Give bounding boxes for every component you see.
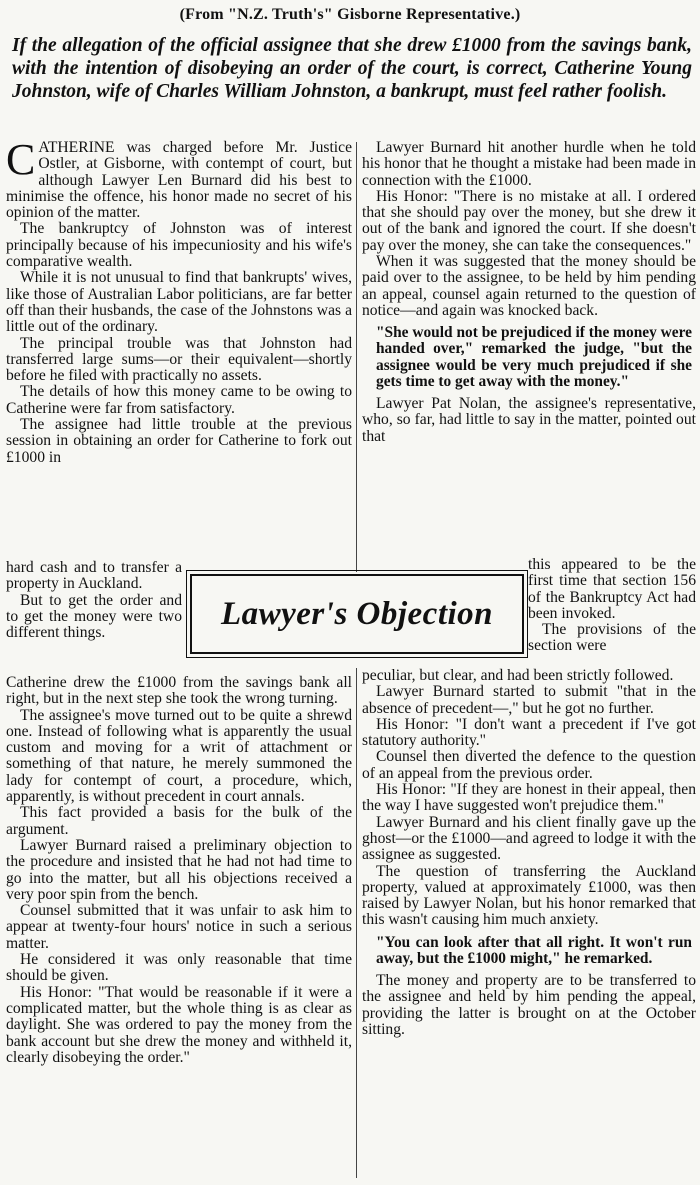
- standfirst: If the allegation of the official assignee that she drew £1000 from the savings bank, with the intention of disobeying an order of the court, is correct, Catherine Young Johnston, wife of Charles William Johnston, a bankrupt, must feel rather foolish.: [12, 35, 692, 102]
- article-paragraph: Counsel then diverted the defence to the question of an appeal from the previous order.: [362, 748, 696, 782]
- article-paragraph: The money and property are to be transferred to the assignee and held by him pending the appeal, providing the latter is brought on at the October sitting.: [362, 972, 696, 1039]
- article-paragraph: The bankruptcy of Johnston was of interest principally because of his impecuniosity and his wife's comparative wealth.: [6, 220, 352, 271]
- article-paragraph: This fact provided a basis for the bulk of the argument.: [6, 804, 352, 838]
- byline: (From "N.Z. Truth's" Gisborne Representative.): [179, 6, 521, 23]
- article-paragraph: His Honor: "There is no mistake at all. I ordered that she should pay over the money, but she drew it out of the bank and ignored the court. If she doesn't pay over the money, she can take the consequences.": [362, 187, 696, 254]
- article-paragraph: His Honor: "If they are honest in their appeal, then the way I have suggested won't prejudice them.": [362, 781, 696, 815]
- article-paragraph: The question of transferring the Auckland property, valued at approximately £1000, was then raised by Lawyer Nolan, but his honor remarked that this wasn't causing him much anxiety.: [362, 862, 696, 929]
- article-paragraph: CATHERINE was charged before Mr. Justice Ostler, at Gisborne, with contempt of court, but although Lawyer Len Burnard did his best to minimise the offence, his honor made no secret of his opinion of the matter.: [6, 135, 352, 222]
- subhead-title: Lawyer's Objection: [220, 595, 494, 632]
- article-paragraph: The provisions of the section were: [528, 621, 696, 655]
- article-paragraph: But to get the order and to get the money were two different things.: [6, 591, 182, 642]
- left-wrap-text: [6, 560, 182, 641]
- article-paragraph: The principal trouble was that Johnston had transferred large sums—or their equivalent—shortly before he filed with practically no assets.: [6, 334, 352, 385]
- column-rule-bottom: [356, 668, 357, 1178]
- pull-quote: "She would not be prejudiced if the money were handed over," remarked the judge, "but the assignee would be very much prejudiced if she gets time to get away with the money.": [376, 324, 692, 390]
- subhead-box: [190, 574, 524, 654]
- article-paragraph: While it is not unusual to find that bankrupts' wives, like those of Australian Labor politicians, are far better off than their husbands, the case of the Johnstons was a little out of the ordinary.: [6, 269, 352, 336]
- article-paragraph: this appeared to be the first time that section 156 of the Bankruptcy Act had been invoked.: [528, 556, 696, 622]
- column-rule-top: [356, 142, 357, 572]
- article-paragraph: Lawyer Burnard and his client finally gave up the ghost—or the £1000—and agreed to lodge it with the assignee as suggested.: [362, 813, 696, 864]
- left-column-bottom: [6, 675, 352, 1066]
- article-paragraph: The assignee had little trouble at the previous session in obtaining an order for Catherine to fork out £1000 in: [6, 416, 352, 466]
- article-paragraph: Catherine drew the £1000 from the savings bank all right, but in the next step she took the wrong turning.: [6, 674, 352, 708]
- article-paragraph: The assignee's move turned out to be quite a shrewd one. Instead of following what is apparently the usual custom and moving for a writ of attachment or something of that nature, he merely summoned the lady for contempt of court, a procedure, which, apparently, is without precedent in court annals.: [6, 706, 352, 806]
- article-paragraph: hard cash and to transfer a property in Auckland.: [6, 559, 182, 593]
- article-paragraph: Lawyer Burnard raised a preliminary objection to the procedure and insisted that he had not had time to go into the matter, but all his objections received a very poor spin from the bench.: [6, 836, 352, 903]
- drop-cap: C: [6, 135, 36, 184]
- right-wrap-text: [528, 557, 696, 655]
- right-column-bottom: [362, 668, 696, 1038]
- article-paragraph: peculiar, but clear, and had been strictly followed.: [362, 667, 674, 684]
- article-paragraph: Counsel submitted that it was unfair to ask him to appear at twenty-four hours' notice in such a serious matter.: [6, 902, 352, 952]
- left-column-top: [6, 135, 352, 466]
- article-paragraph: His Honor: "I don't want a precedent if I've got statutory authority.": [362, 715, 696, 750]
- article-paragraph: His Honor: "That would be reasonable if it were a complicated matter, but the whole thing is as clear as daylight. She was ordered to pay the money from the bank account but she drew the money and withheld it, clearly disobeying the order.": [6, 983, 352, 1066]
- article-paragraph: The details of how this money came to be owing to Catherine were far from satisfactory.: [6, 383, 352, 417]
- pull-quote: "You can look after that all right. It won't run away, but the £1000 might," he remarked.: [376, 933, 692, 967]
- right-column-top: [362, 140, 696, 445]
- article-paragraph: When it was suggested that the money should be paid over to the assignee, to be held by him pending an appeal, counsel again returned to the question of notice—and again was knocked back.: [362, 253, 696, 319]
- article-paragraph: He considered it was only reasonable that time should be given.: [6, 951, 352, 985]
- article-paragraph: Lawyer Burnard hit another hurdle when he told his honor that he thought a mistake had been made in connection with the £1000.: [362, 139, 696, 189]
- article-paragraph: Lawyer Burnard started to submit "that in the absence of precedent—," but he got no further.: [362, 683, 696, 717]
- article-paragraph: Lawyer Pat Nolan, the assignee's representative, who, so far, had little to say in the matter, pointed out that: [362, 395, 696, 445]
